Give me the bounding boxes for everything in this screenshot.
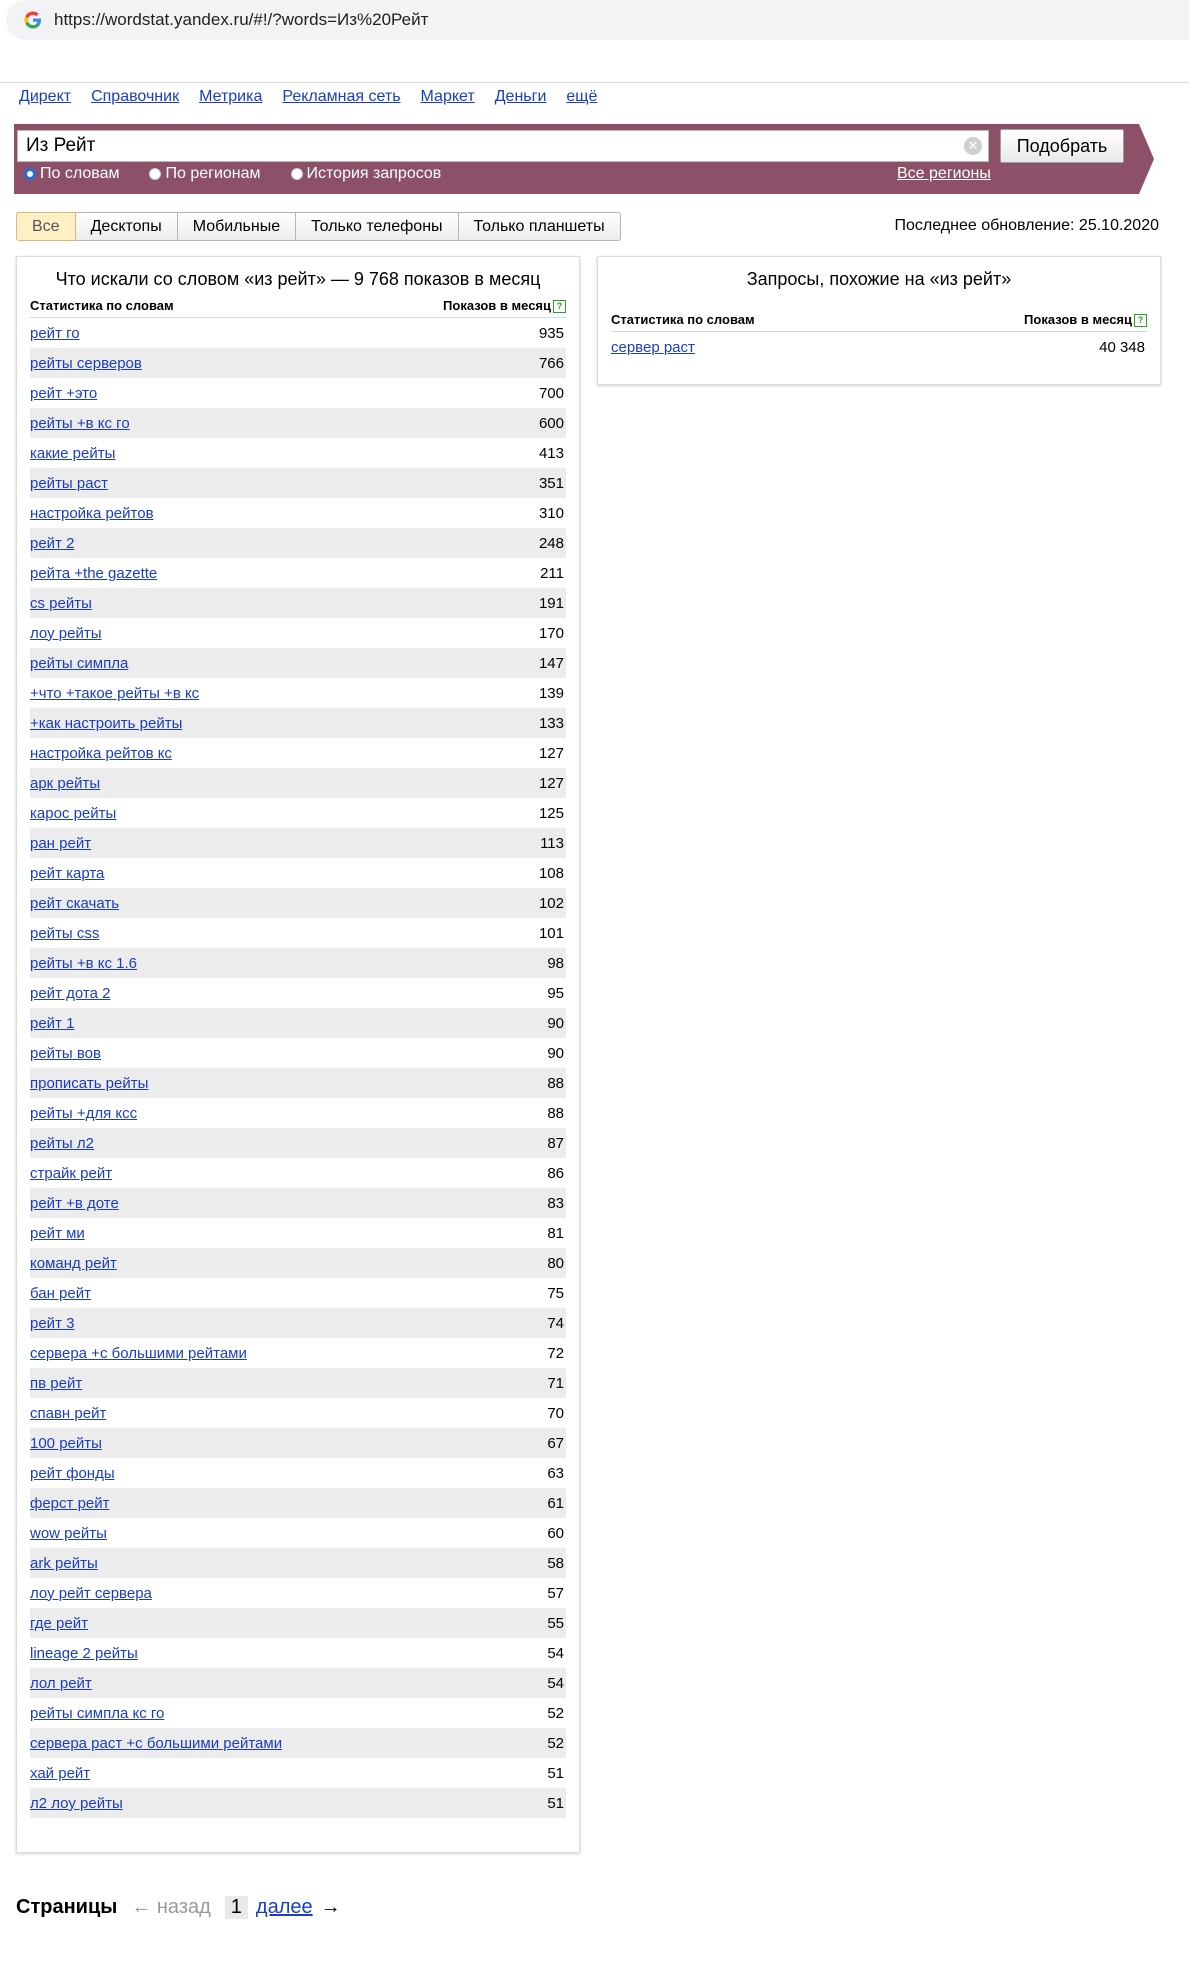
phrase-link[interactable]: lineage 2 рейты [30,1644,138,1662]
table-row [30,348,566,378]
phrase-link[interactable]: wow рейты [30,1524,107,1542]
impressions-count: 58 [547,1554,564,1572]
impressions-count: 147 [538,654,564,672]
similar-table [611,332,1147,362]
phrase-link[interactable]: л2 лоу рейты [30,1794,123,1812]
phrase-link[interactable]: арк рейты [30,774,101,792]
impressions-count: 90 [547,1044,564,1062]
impressions-count: 191 [538,594,564,612]
table-row [30,318,566,348]
google-icon [22,9,44,31]
impressions-count: 61 [547,1494,564,1512]
phrase-link[interactable]: рейты вов [30,1044,101,1062]
table-row [30,1488,566,1518]
impressions-count: 51 [547,1794,564,1812]
impressions-count: 80 [547,1254,564,1272]
table-row [30,528,566,558]
phrase-link[interactable]: рейт фонды [30,1464,115,1482]
impressions-count: 87 [547,1134,564,1152]
impressions-count: 170 [538,624,564,642]
table-row [30,918,566,948]
table-row [30,678,566,708]
table-row [30,1068,566,1098]
words-stats-panel [16,256,580,1853]
service-link-direct[interactable]: Директ [19,88,72,105]
impressions-count: 83 [547,1194,564,1212]
impressions-count: 98 [547,954,564,972]
table-row [30,498,566,528]
radio-unchecked-icon[interactable] [149,168,161,180]
panel-title: Что искали со словом «из рейт» — 9 768 показов в месяц [55,269,541,289]
tab-mobile[interactable]: Мобильные [178,212,296,241]
impressions-count: 54 [547,1644,564,1662]
phrase-link[interactable]: рейта +the gazette [30,564,158,582]
next-page-link[interactable]: далее [255,1896,313,1918]
phrase-link[interactable]: настройка рейтов кс [30,744,172,762]
impressions-count: 935 [538,324,564,342]
impressions-count: 127 [538,744,564,762]
service-link-money[interactable]: Деньги [494,88,547,105]
submit-button[interactable]: Подобрать [1000,129,1124,163]
table-row [30,948,566,978]
phrase-link[interactable]: лоу рейт сервера [30,1584,152,1602]
table-row [30,1158,566,1188]
table-row [30,858,566,888]
pagination [16,1896,341,1919]
phrase-link[interactable]: +как настроить рейты [30,714,183,732]
column-header-count-label: Показов в месяц [443,298,551,313]
impressions-count: 81 [547,1224,564,1242]
tab-all[interactable]: Все [16,212,76,241]
phrase-link[interactable]: рейты раст [30,474,108,492]
phrase-link[interactable]: команд рейт [30,1254,117,1272]
table-row [30,1098,566,1128]
impressions-count: 248 [538,534,564,552]
radio-history[interactable] [291,165,442,183]
impressions-count: 351 [538,474,564,492]
phrase-link[interactable]: ферст рейт [30,1494,110,1512]
phrase-link[interactable]: ark рейты [30,1554,98,1572]
table-row [30,1188,566,1218]
table-row [30,1278,566,1308]
phrase-link[interactable]: рейт 1 [30,1014,75,1032]
phrase-link[interactable]: карос рейты [30,804,117,822]
table-row [30,438,566,468]
phrase-link[interactable]: какие рейты [30,444,116,462]
impressions-count: 67 [547,1434,564,1452]
impressions-count: 88 [547,1074,564,1092]
table-row [30,1668,566,1698]
impressions-count: 127 [538,774,564,792]
column-header-count [1024,312,1147,327]
help-icon[interactable]: ? [1134,314,1147,327]
impressions-count: 102 [538,894,564,912]
impressions-count: 95 [547,984,564,1002]
impressions-count: 70 [547,1404,564,1422]
phrase-link[interactable]: рейт дота 2 [30,984,111,1002]
search-input[interactable] [17,130,989,162]
table-row [30,1788,566,1818]
table-row [30,798,566,828]
service-link-metrika[interactable]: Метрика [199,88,263,105]
service-link-more[interactable]: ещё [566,88,598,105]
radio-label: История запросов [306,165,442,182]
table-row [30,1038,566,1068]
table-row [30,768,566,798]
arrow-right-icon[interactable]: → [320,1896,341,1918]
table-row [30,1218,566,1248]
phrase-link[interactable]: прописать рейты [30,1074,149,1092]
phrase-link[interactable]: рейт го [30,324,80,342]
impressions-count: 60 [547,1524,564,1542]
phrase-link[interactable]: cs рейты [30,594,92,612]
table-header [30,298,566,318]
radio-by-regions[interactable] [149,165,260,183]
table-row [30,1758,566,1788]
phrase-link[interactable]: страйк рейт [30,1164,113,1182]
phrase-link[interactable]: сервера +с большими рейтами [30,1344,247,1362]
all-regions-link[interactable]: Все регионы [897,165,991,182]
tab-phones-only[interactable]: Только телефоны [296,212,458,241]
phrase-link[interactable]: рейты симпла кс го [30,1704,165,1722]
table-row [30,558,566,588]
table-row [30,1608,566,1638]
impressions-count: 113 [540,834,564,852]
impressions-count: 55 [547,1614,564,1632]
impressions-count: 125 [538,804,564,822]
table-row [30,888,566,918]
phrase-link[interactable]: пв рейт [30,1374,83,1392]
impressions-count: 86 [547,1164,564,1182]
service-link-market[interactable]: Маркет [420,88,475,105]
table-row [30,468,566,498]
phrase-link[interactable]: рейты +для ксс [30,1104,138,1122]
table-row [30,408,566,438]
phrase-link[interactable]: где рейт [30,1614,88,1632]
table-row [30,1338,566,1368]
table-row [611,332,1147,362]
table-row [30,738,566,768]
table-row [30,978,566,1008]
services-nav [19,88,617,106]
device-tabs [16,212,621,241]
phrase-link[interactable]: рейты +в кс го [30,414,130,432]
table-row [30,1368,566,1398]
impressions-count: 413 [538,444,564,462]
phrase-link[interactable]: рейт +это [30,384,98,402]
table-row [30,1458,566,1488]
radio-by-words[interactable] [24,165,119,183]
impressions-count: 63 [547,1464,564,1482]
impressions-count: 90 [547,1014,564,1032]
column-header-words: Статистика по словам [611,312,755,327]
impressions-count: 40 348 [1099,338,1145,356]
service-link-ad-network[interactable]: Рекламная сеть [282,88,401,105]
column-header-count [443,298,566,313]
radio-label: По словам [40,165,120,182]
impressions-count: 57 [547,1584,564,1602]
last-update-text: Последнее обновление: 25.10.2020 [894,217,1159,234]
table-row [30,1638,566,1668]
phrase-link[interactable]: рейты симпла [30,654,129,672]
impressions-count: 139 [538,684,564,702]
phrase-link[interactable]: спавн рейт [30,1404,107,1422]
clear-icon[interactable]: ✕ [964,137,982,155]
phrase-link[interactable]: рейты +в кс 1.6 [30,954,138,972]
table-row [30,1248,566,1278]
column-header-words: Статистика по словам [30,298,174,313]
radio-checked-icon[interactable] [24,168,36,180]
impressions-count: 700 [538,384,564,402]
phrase-link[interactable]: рейт +в доте [30,1194,119,1212]
table-row [30,1428,566,1458]
phrase-link[interactable]: сервер раст [611,338,695,356]
current-page: 1 [225,1896,248,1919]
impressions-count: 133 [538,714,564,732]
table-row [30,648,566,678]
radio-label: По регионам [165,165,261,182]
impressions-count: 51 [547,1764,564,1782]
phrase-link[interactable]: ран рейт [30,834,92,852]
impressions-count: 88 [547,1104,564,1122]
phrase-link[interactable]: лол рейт [30,1674,92,1692]
table-header [611,312,1147,332]
panel-title: Запросы, похожие на «из рейт» [746,269,1012,289]
mode-radio-group [24,165,471,183]
impressions-count: 72 [547,1344,564,1362]
table-row [30,1578,566,1608]
radio-unchecked-icon[interactable] [291,168,303,180]
divider [0,82,1189,83]
help-icon[interactable]: ? [553,300,566,313]
impressions-count: 600 [538,414,564,432]
phrase-link[interactable]: настройка рейтов [30,504,154,522]
phrase-link[interactable]: лоу рейты [30,624,102,642]
phrase-link[interactable]: рейт 2 [30,534,75,552]
address-bar[interactable] [6,0,1189,40]
impressions-count: 74 [547,1314,564,1332]
impressions-count: 108 [538,864,564,882]
phrase-link[interactable]: сервера раст +с большими рейтами [30,1734,283,1752]
impressions-count: 54 [547,1674,564,1692]
phrase-link[interactable]: рейты л2 [30,1134,94,1152]
similar-queries-panel [597,256,1161,385]
prev-page: ← назад [131,1896,211,1918]
phrase-link[interactable]: +что +такое рейты +в кс [30,684,200,702]
tab-desktops[interactable]: Десктопы [76,212,178,241]
table-row [30,588,566,618]
phrase-link[interactable]: рейт 3 [30,1314,75,1332]
phrase-link[interactable]: рейты серверов [30,354,142,372]
table-row [30,378,566,408]
table-row [30,828,566,858]
table-row [30,1728,566,1758]
table-row [30,1398,566,1428]
table-row [30,1698,566,1728]
impressions-count: 101 [538,924,564,942]
impressions-count: 71 [547,1374,564,1392]
impressions-count: 310 [538,504,564,522]
phrase-link[interactable]: рейт скачать [30,894,120,912]
impressions-count: 52 [547,1704,564,1722]
impressions-count: 211 [540,564,564,582]
phrase-link[interactable]: рейт ми [30,1224,85,1242]
phrase-link[interactable]: бан рейт [30,1284,91,1302]
impressions-count: 52 [547,1734,564,1752]
table-row [30,618,566,648]
table-row [30,1008,566,1038]
table-row [30,1128,566,1158]
impressions-count: 75 [547,1284,564,1302]
pagination-label: Страницы [16,1896,118,1918]
table-row [30,1308,566,1338]
impressions-count: 766 [538,354,564,372]
service-link-reference[interactable]: Справочник [91,88,180,105]
column-header-count-label: Показов в месяц [1024,312,1132,327]
url-text: https://wordstat.yandex.ru/#!/?words=Из%20Рейт [54,10,429,29]
phrase-link[interactable]: рейт карта [30,864,105,882]
phrase-link[interactable]: хай рейт [30,1764,91,1782]
table-row [30,1548,566,1578]
tab-tablets-only[interactable]: Только планшеты [459,212,621,241]
words-table [30,318,566,1818]
phrase-link[interactable]: 100 рейты [30,1434,102,1452]
phrase-link[interactable]: рейты css [30,924,100,942]
table-row [30,1518,566,1548]
table-row [30,708,566,738]
